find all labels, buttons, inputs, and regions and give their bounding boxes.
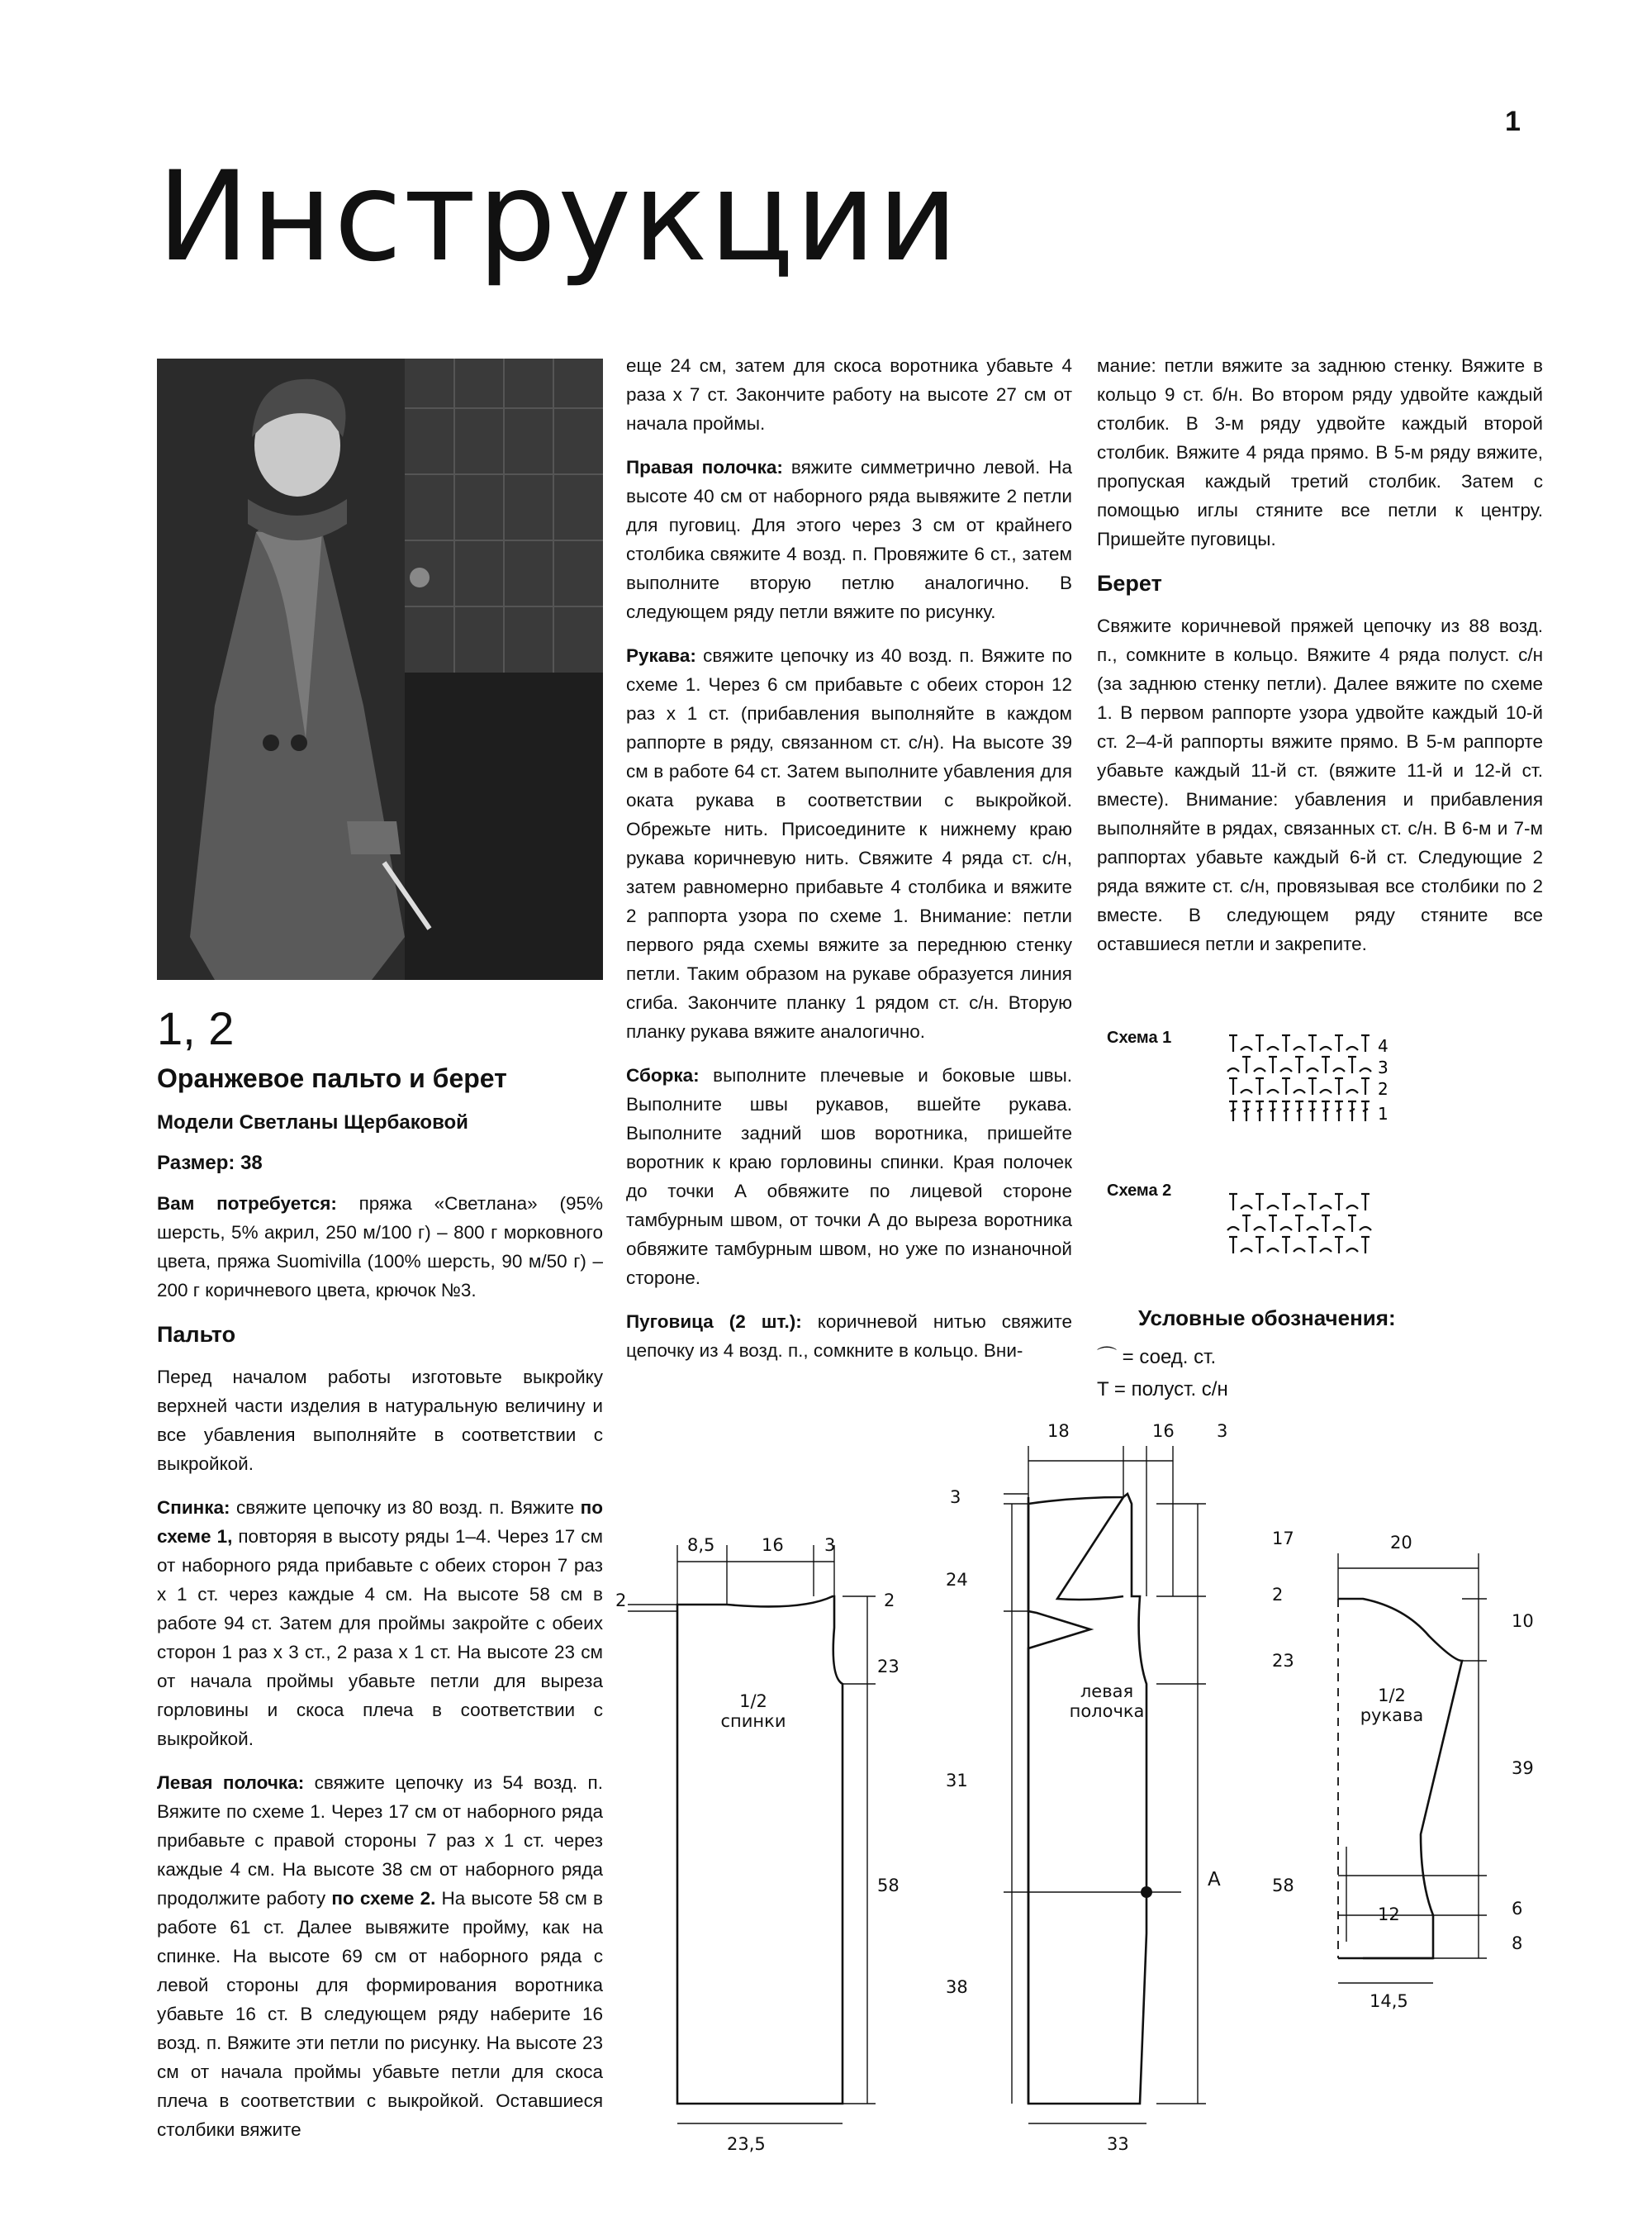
button-paragraph bbox=[626, 1307, 1072, 1365]
legend-item-2-text: = полуст. с/н bbox=[1113, 1378, 1228, 1400]
model-number: 1, 2 bbox=[157, 1002, 235, 1054]
col3-continuation: мание: петли вяжите за заднюю стенку. Вяжите в кольцо 9 ст. б/н. Во втором ряду удвойте каждый столбик. В 3-м ряду удвойте каждый второй столбик. Вяжите 4 ряда прямо. В 5-м ряду вяжите, пропуская каждый третий столбик. Затем с помощью иглы стяните все петли к центру. Пришейте пуговицы. bbox=[1097, 355, 1543, 549]
column-2 bbox=[626, 351, 1072, 1365]
back-text-1: свяжите цепочку из 80 возд. п. Вяжите bbox=[230, 1497, 581, 1518]
back-dim-6: 58 bbox=[877, 1876, 900, 1895]
scheme-row-3: 3 bbox=[1378, 1058, 1389, 1077]
beret-paragraph: Свяжите коричневой пряжей цепочку из 88 возд. п., сомкните в кольцо. Вяжите 4 ряда полуст. с/н (за заднюю стенку петли). Далее вяжите по схеме 1. В первом раппорте узора удвойте каждый 10-й ст. 2–4-й раппорты вяжите прямо. В 5-м раппорте убавьте каждый 11-й ст. (вяжите 11-й и 12-й ст. вместе). Внимание: убавления и прибавления выполняйте в рядах, связанных ст. с/н. В 6-м и 7-м раппортах убавьте каждый 6-й ст. Следующие 2 ряда вяжите ст. с/н, провязывая все столбики по 2 вместе. В следующем ряду стяните все оставшиеся петли и закрепите. bbox=[1097, 616, 1543, 954]
back-pattern bbox=[677, 1596, 843, 2104]
front-dim-4: 17 bbox=[1272, 1529, 1294, 1548]
col2-continuation: еще 24 см, затем для скоса воротника убавьте 4 раза х 7 ст. Закончите работу на высоте 27 см от начала проймы. bbox=[626, 355, 1072, 434]
sleeve-dim-3: 12 bbox=[1378, 1905, 1400, 1924]
intro-paragraph: Перед началом работы изготовьте выкройку верхней части изделия в натуральную величину и все убавления выполняйте в соответствии с выкройкой. bbox=[157, 1367, 603, 1474]
front-dim-9: 58 bbox=[1272, 1876, 1294, 1895]
back-dim-1: 16 bbox=[762, 1535, 784, 1555]
left-front-text-1: свяжите цепочку из 54 возд. п. Вяжите по схеме 1. Через 17 см от наборного ряда прибавьте с правой стороны 7 раз х 1 ст. через каждые 4 см. На высоте 38 см от наборного ряда продолжите работу bbox=[157, 1772, 603, 1909]
scheme-2-label: Схема 2 bbox=[1107, 1182, 1172, 1200]
model-photo bbox=[157, 359, 603, 980]
assembly-paragraph bbox=[626, 1061, 1072, 1292]
half-dc-symbol-icon: T bbox=[1097, 1378, 1109, 1400]
sleeve-dim-1: 10 bbox=[1512, 1611, 1534, 1631]
materials-label: Вам потребуется: bbox=[157, 1193, 337, 1214]
back-dim-4: 2 bbox=[884, 1591, 895, 1610]
front-dim-7: 23 bbox=[1272, 1651, 1294, 1671]
page-number: 1 bbox=[1505, 106, 1521, 137]
back-text-2: повторяя в высоту ряды 1–4. Через 17 см от наборного ряда прибавьте с обеих сторон 7 раз х 1 ст. через каждые 4 см. На высоте 58 см в работе 94 ст. Затем для проймы закройте с обеих сторон 1 раз х 3 ст., 2 раза х 1 ст. На высоте 23 см от начала проймы убавьте петли для выреза горловины и скоса плеча в соответствии с выкройкой. bbox=[157, 1526, 603, 1749]
front-dimension-lines bbox=[1004, 1446, 1206, 2123]
column-3 bbox=[1097, 351, 1543, 973]
front-dim-0: 18 bbox=[1047, 1421, 1070, 1441]
sleeves-text: свяжите цепочку из 40 возд. п. Вяжите по схеме 1. Через 6 см прибавьте с обеих сторон 12 раз х 1 ст. (прибавления выполняйте в каждом раппорте в ряду, связанном ст. с/н). На высоте 39 см в работе 64 ст. Затем выполните убавления для оката рукава в соответствии с выкройкой. Обрежьте нить. Присоедините к нижнему краю рукава коричневую нить. Свяжите 4 ряда ст. с/н, затем равномерно прибавьте 4 столбика и вяжите 2 раппорта узора по схеме 1. Внимание: петли первого ряда схемы вяжите за переднюю стенку петли. Таким образом на рукаве образуется линия сгиба. Закончите планку 1 рядом ст. с/н. Вторую планку рукава вяжите аналогично. bbox=[626, 645, 1072, 1042]
back-dim-0: 8,5 bbox=[687, 1535, 715, 1555]
assembly-label: Сборка: bbox=[626, 1065, 700, 1086]
materials-paragraph bbox=[157, 1189, 603, 1305]
pattern-pieces bbox=[595, 1421, 1569, 2165]
front-dim-2: 3 bbox=[1217, 1421, 1228, 1441]
beret-heading: Берет bbox=[1097, 571, 1162, 596]
materials-text: пряжа «Светлана» (95% шерсть, 5% акрил, 250 м/100 г) – 800 г морковного цвета, пряжа Suomivilla (100% шерсть, 90 м/50 г) – 200 г коричневого цвета, крючок №3. bbox=[157, 1193, 603, 1301]
front-dim-6: 2 bbox=[1272, 1585, 1284, 1605]
sleeve-dim-2: 39 bbox=[1512, 1758, 1534, 1778]
legend-item-1-text: = соед. ст. bbox=[1122, 1346, 1217, 1368]
scheme-1-label: Схема 1 bbox=[1107, 1029, 1172, 1047]
coat-photo-illustration bbox=[157, 359, 603, 980]
back-label: Спинка: bbox=[157, 1497, 230, 1518]
right-front-text: вяжите симметрично левой. На высоте 40 см от наборного ряда вывяжите 2 петли для пуговиц. Для этого через 3 см от крайнего столбика свяжите 4 возд. п. Провяжите 6 ст., затем выполните вторую петлю аналогично. В следующем ряду петли вяжите по рисунку. bbox=[626, 457, 1072, 622]
button-text: коричневой нитью свяжите цепочку из 4 возд. п., сомкните в кольцо. Вни- bbox=[626, 1311, 1073, 1361]
scheme-row-2: 2 bbox=[1378, 1079, 1389, 1099]
back-dimension-lines bbox=[628, 1545, 876, 2123]
size: Размер: 38 bbox=[157, 1152, 263, 1174]
left-front-bold: по схеме 2. bbox=[331, 1888, 436, 1909]
page-title: Инструкции bbox=[157, 145, 960, 289]
back-bold: по схеме 1, bbox=[157, 1497, 603, 1547]
point-a-label: A bbox=[1208, 1869, 1221, 1890]
left-front-label: Левая полочка: bbox=[157, 1772, 305, 1793]
designer: Модели Светланы Щербаковой bbox=[157, 1111, 468, 1134]
legend-title: Условные обозначения: bbox=[1138, 1305, 1396, 1330]
sleeve-dim-4: 6 bbox=[1512, 1899, 1523, 1919]
model-title: Оранжевое пальто и берет bbox=[157, 1063, 507, 1093]
front-dim-5: 24 bbox=[946, 1570, 968, 1590]
slip-stitch-symbol-icon: ⌒ bbox=[1097, 1346, 1117, 1368]
right-front-paragraph bbox=[626, 453, 1072, 626]
back-dim-3: 2 bbox=[615, 1591, 627, 1610]
sleeves-paragraph bbox=[626, 641, 1072, 1046]
front-dim-10: 38 bbox=[946, 1977, 968, 1997]
scheme-diagrams bbox=[1225, 1020, 1489, 1285]
front-piece-label: левая полочка bbox=[1069, 1681, 1145, 1721]
front-dim-3: 3 bbox=[950, 1487, 961, 1507]
front-dim-8: 31 bbox=[946, 1771, 968, 1790]
back-dim-7: 23,5 bbox=[727, 2134, 766, 2154]
right-front-label: Правая полочка: bbox=[626, 457, 783, 478]
sleeve-dim-5: 8 bbox=[1512, 1933, 1523, 1953]
button-label: Пуговица (2 шт.): bbox=[626, 1311, 802, 1332]
scheme-row-1: 1 bbox=[1378, 1104, 1389, 1124]
front-dim-1: 16 bbox=[1152, 1421, 1175, 1441]
sleeves-label: Рукава: bbox=[626, 645, 696, 666]
coat-heading: Пальто bbox=[157, 1322, 236, 1347]
left-front-paragraph bbox=[157, 1768, 603, 2144]
column-1 bbox=[157, 1004, 603, 2144]
sleeve-dimension-lines bbox=[1338, 1553, 1487, 1983]
front-dim-11: 33 bbox=[1107, 2134, 1129, 2154]
legend-item-half-dc bbox=[1097, 1378, 1228, 1401]
sleeve-dim-0: 20 bbox=[1390, 1533, 1412, 1553]
front-pattern bbox=[1028, 1494, 1181, 2104]
left-front-text-2: На высоте 58 см в работе 61 ст. Далее вывяжите пройму, как на спинке. На высоте 69 см от наборного ряда с левой стороны для формирования воротника убавьте 16 ст. В следующем ряду наберите 16 возд. п. Вяжите эти петли по рисунку. На высоте 23 см от начала проймы убавьте петли для скоса плеча в соответствии с выкройкой. Оставшиеся столбики вяжите bbox=[157, 1888, 603, 2140]
stitch-schemes bbox=[1097, 1020, 1559, 1285]
scheme-row-4: 4 bbox=[1378, 1036, 1389, 1056]
back-piece-label: 1/2 спинки bbox=[720, 1691, 786, 1731]
sleeve-pattern bbox=[1338, 1599, 1487, 1958]
back-dim-5: 23 bbox=[877, 1657, 900, 1676]
back-paragraph bbox=[157, 1493, 603, 1753]
sleeve-piece-label: 1/2 рукава bbox=[1360, 1686, 1424, 1725]
sleeve-dim-6: 14,5 bbox=[1370, 1991, 1408, 2011]
assembly-text: выполните плечевые и боковые швы. Выполните швы рукавов, вшейте рукава. Выполните задний шов воротника, пришейте воротник к краю горловины спинки. Края полочек до точки А обвяжите по лицевой стороне тамбурным швом, от точки А до выреза воротника обвяжите тамбурным швом, но уже по изнаночной стороне. bbox=[626, 1065, 1072, 1288]
legend-item-slip-stitch bbox=[1097, 1340, 1216, 1369]
back-dim-2: 3 bbox=[824, 1535, 836, 1555]
